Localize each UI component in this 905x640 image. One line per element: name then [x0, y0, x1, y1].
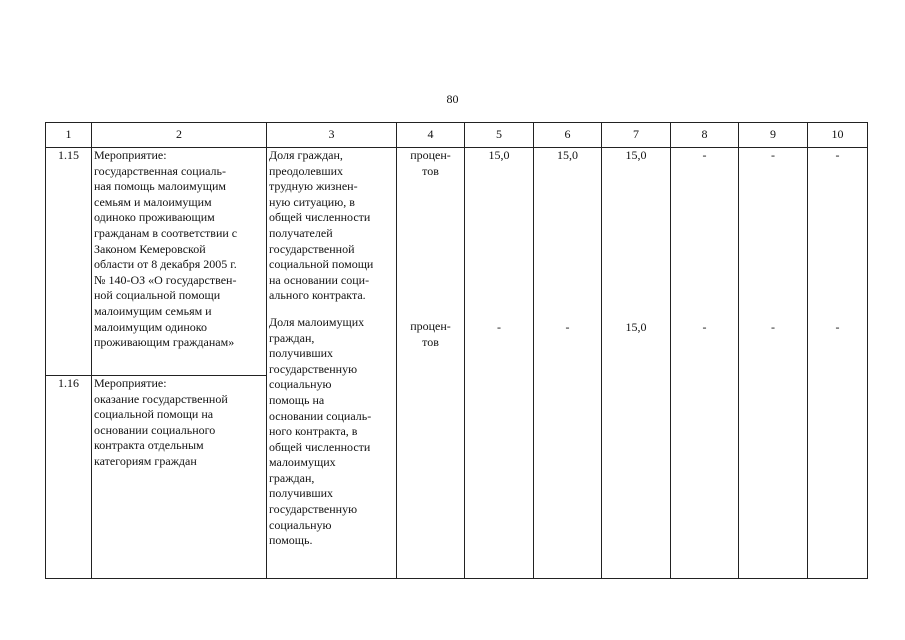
event-cell: Мероприятие: оказание государственной социальной помощи на основании социального контракта отдельным категориям граждан — [92, 376, 267, 579]
header-cell: 4 — [397, 123, 465, 148]
header-row — [46, 123, 868, 148]
header-cell: 5 — [465, 123, 534, 148]
header-cell: 6 — [534, 123, 602, 148]
row-number: 1.16 — [46, 376, 92, 579]
value-cell: - - — [671, 148, 739, 579]
indicator-table — [45, 122, 868, 579]
value-cell: 15,0 - — [534, 148, 602, 579]
header-cell: 3 — [267, 123, 397, 148]
header-cell: 1 — [46, 123, 92, 148]
header-cell: 2 — [92, 123, 267, 148]
table-row — [46, 148, 868, 376]
value-cell: - - — [808, 148, 868, 579]
indicator-cell: Доля граждан, преодолевших трудную жизнен- ную ситуацию, в общей численности получателей государственной социальной помощи на основании соци- ального контракта. Доля малоимущих граждан, получивших государственную социальную помощь на основании социаль- ного контракта, в общей численности малоимущих граждан, получивших государственную социальную помощь. — [267, 148, 397, 579]
value-cell: 15,0 15,0 — [602, 148, 671, 579]
row-number: 1.15 — [46, 148, 92, 376]
header-cell: 10 — [808, 123, 868, 148]
header-cell: 9 — [739, 123, 808, 148]
unit-cell: процен- тов процен- тов — [397, 148, 465, 579]
value-cell: 15,0 - — [465, 148, 534, 579]
page-number: 80 — [446, 92, 459, 106]
header-cell: 8 — [671, 123, 739, 148]
value-cell: - - — [739, 148, 808, 579]
header-cell: 7 — [602, 123, 671, 148]
event-cell: Мероприятие: государственная социаль- ная помощь малоимущим семьям и малоимущим одиноко проживающим гражданам в соответствии с Законом Кемеровской области от 8 декабря 2005 г. № 140-ОЗ «О государствен- ной социальной помощи малоимущим семьям и малоимущим одиноко проживающим гражданам» — [92, 148, 267, 376]
